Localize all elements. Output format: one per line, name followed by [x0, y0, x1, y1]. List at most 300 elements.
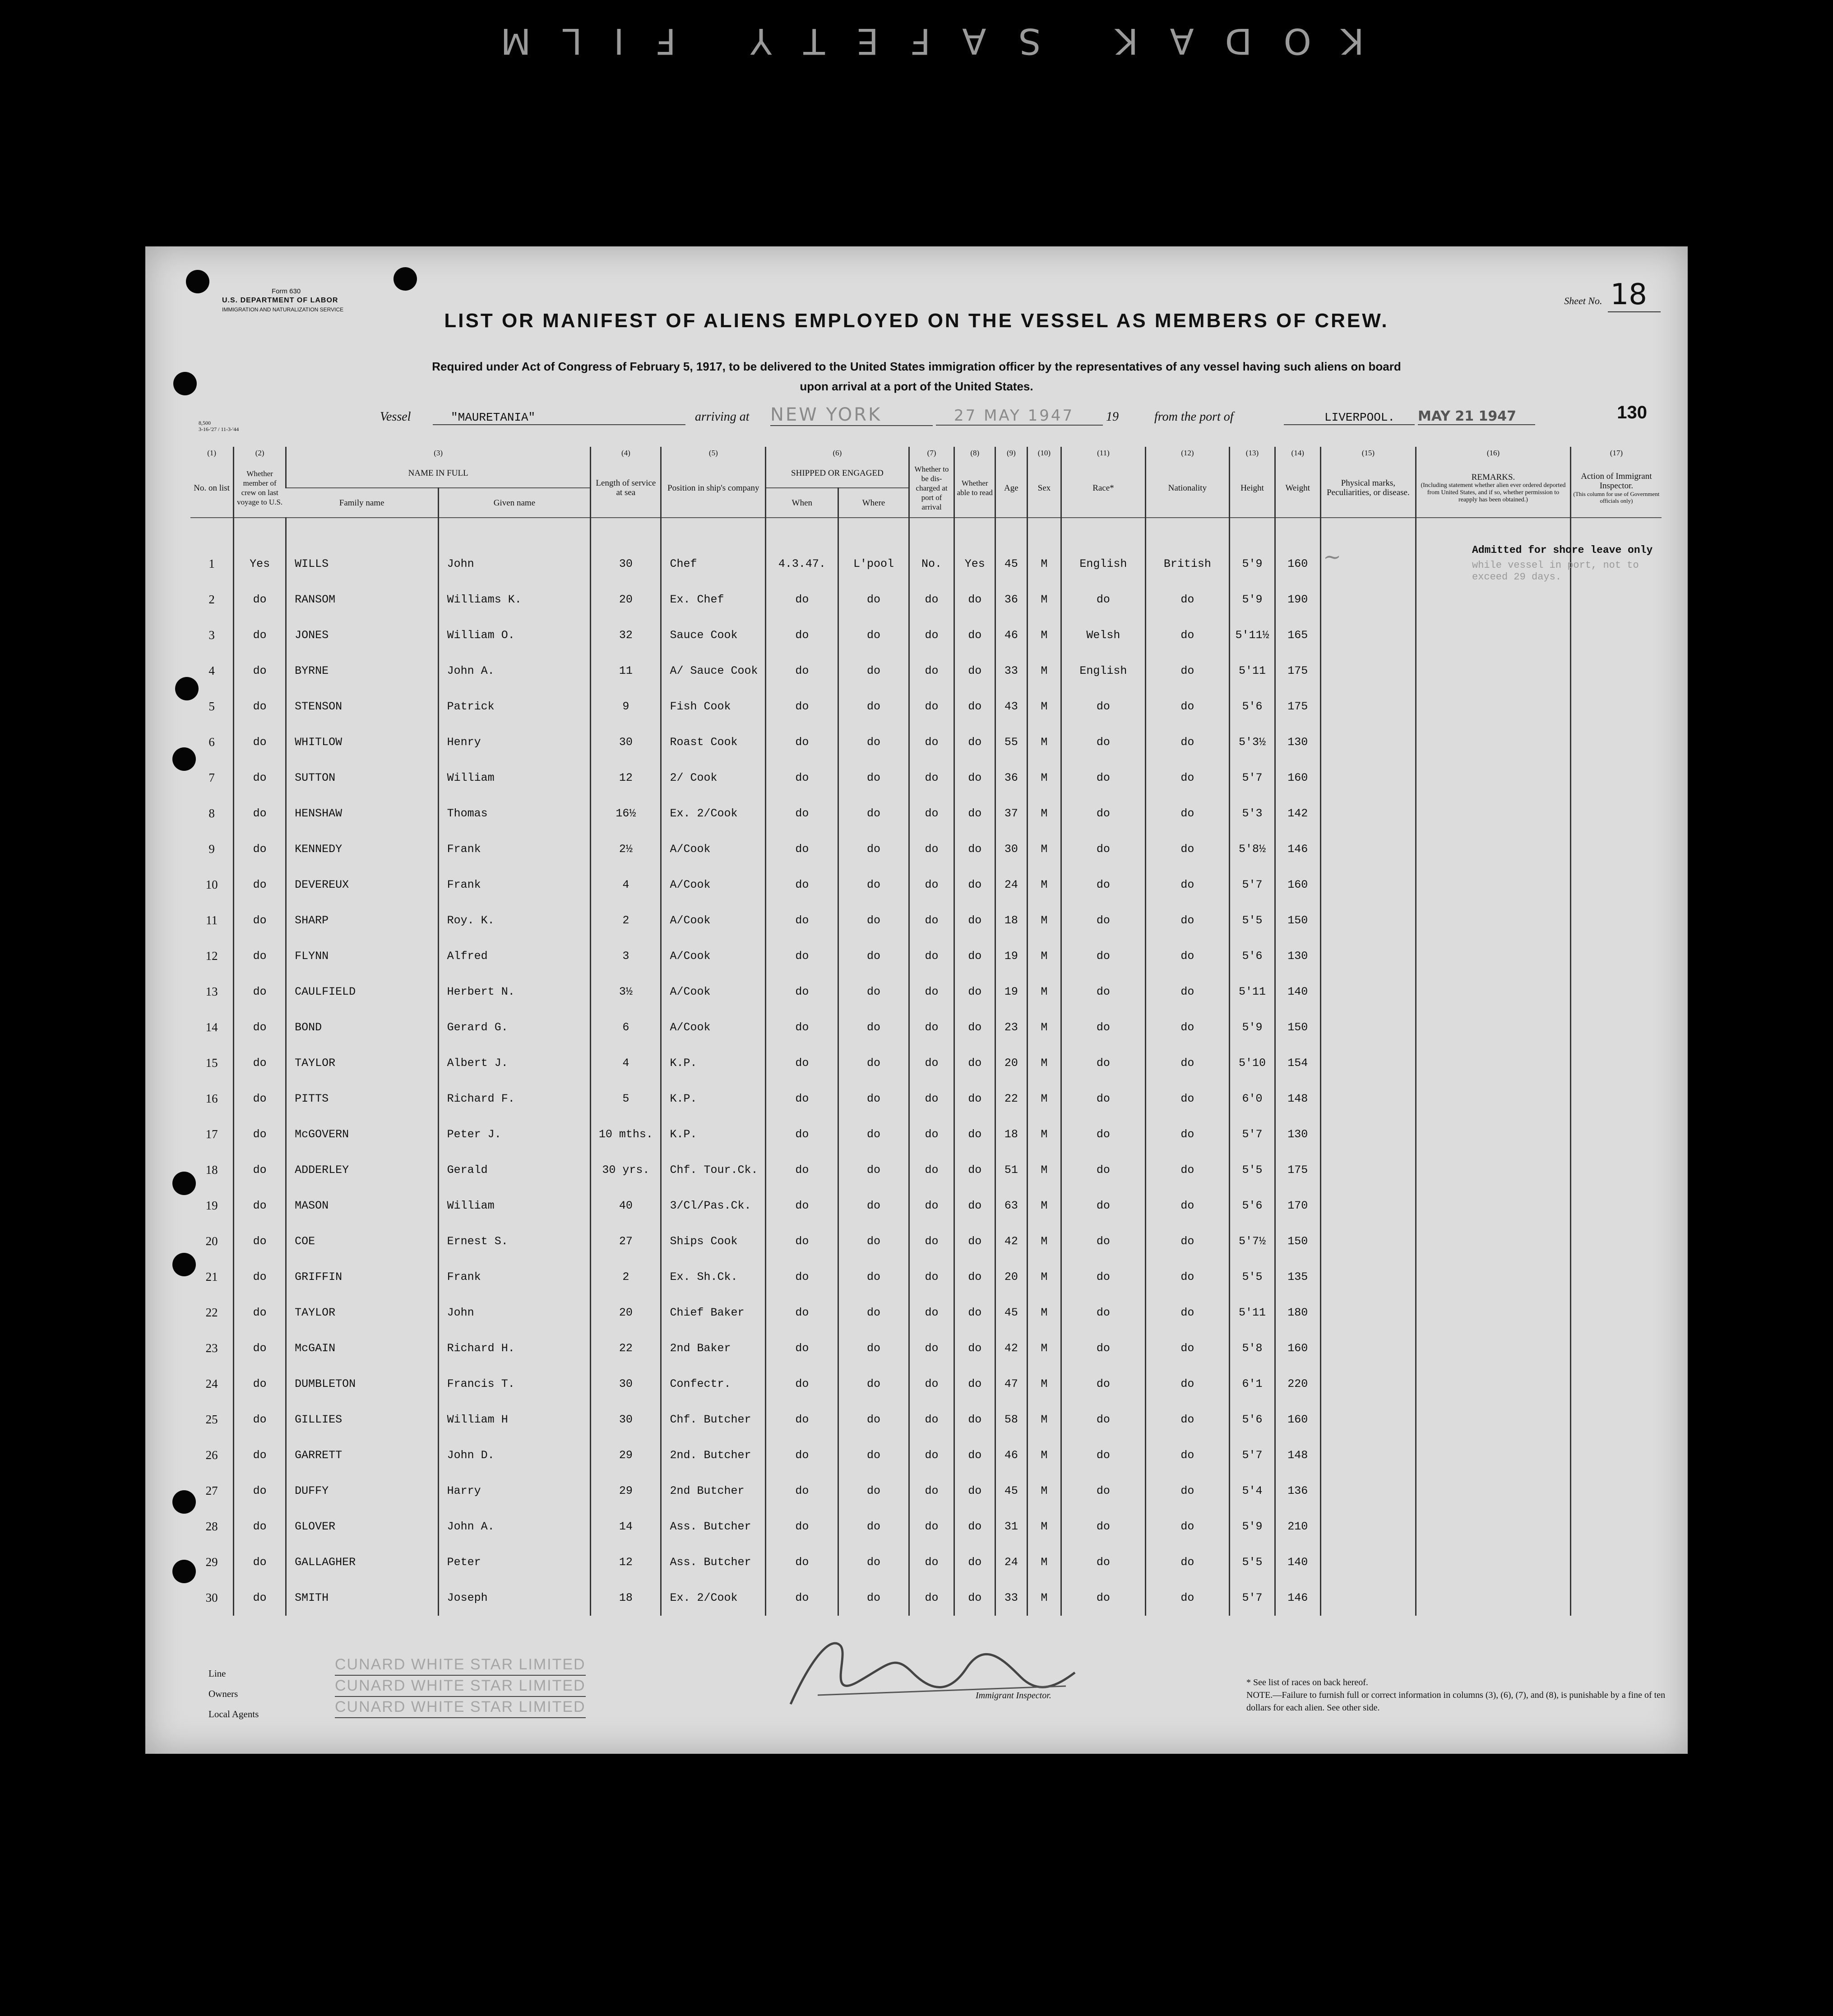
action-cell — [1570, 1045, 1662, 1081]
nationality-cell: do — [1145, 689, 1229, 724]
given-name-cell: Patrick — [438, 689, 591, 724]
crew-member-flag-cell: do — [234, 1330, 286, 1366]
race-cell: do — [1061, 1117, 1145, 1152]
action-cell — [1570, 582, 1662, 617]
nationality-cell: do — [1145, 1473, 1229, 1509]
remarks-cell — [1416, 1437, 1571, 1473]
remarks-cell — [1416, 617, 1571, 653]
row-number-cell: 2 — [208, 593, 215, 606]
action-cell — [1570, 1402, 1662, 1437]
local-agents-label: Local Agents — [208, 1709, 259, 1719]
remarks-cell — [1416, 1295, 1571, 1330]
discharged-cell: do — [909, 653, 954, 689]
subtitle-line-2: upon arrival at a port of the United States. — [800, 380, 1033, 393]
family-name-cell: JONES — [286, 617, 439, 653]
height-cell: 5'11½ — [1230, 617, 1275, 653]
age-cell: 45 — [995, 1295, 1028, 1330]
remarks-cell — [1416, 974, 1571, 1010]
crew-member-flag-cell: do — [234, 1224, 286, 1259]
shipped-when-cell: do — [766, 1010, 838, 1045]
nationality-cell: do — [1145, 1295, 1229, 1330]
nationality-cell: do — [1145, 1509, 1229, 1544]
nationality-cell: do — [1145, 1010, 1229, 1045]
given-name-cell: Peter — [438, 1544, 591, 1580]
remarks-cell — [1416, 831, 1571, 867]
table-row — [190, 1081, 1662, 1117]
family-name-cell: STENSON — [286, 689, 439, 724]
given-name-cell: Herbert N. — [438, 974, 591, 1010]
able-to-read-cell: do — [954, 1152, 995, 1188]
race-cell: do — [1061, 1580, 1145, 1616]
table-row — [190, 546, 1662, 582]
shipped-when-cell: do — [766, 653, 838, 689]
family-name-cell: MASON — [286, 1188, 439, 1224]
row-number-cell: 22 — [205, 1306, 218, 1319]
discharged-cell: do — [909, 974, 954, 1010]
table-row — [190, 1152, 1662, 1188]
age-cell: 37 — [995, 796, 1028, 831]
arrival-date: 27 MAY 1947 — [936, 407, 1103, 426]
table-row — [190, 1259, 1662, 1295]
col-num: (3) — [286, 447, 591, 459]
age-cell: 43 — [995, 689, 1028, 724]
remarks-cell — [1416, 903, 1571, 938]
family-name-cell: KENNEDY — [286, 831, 439, 867]
physical-marks-cell — [1320, 724, 1416, 760]
position-cell: A/Cook — [661, 938, 766, 974]
race-cell: do — [1061, 724, 1145, 760]
header-discharged: Whether to be dis-charged at port of arrival — [909, 459, 954, 518]
nationality-cell: do — [1145, 938, 1229, 974]
sex-cell: M — [1027, 1295, 1061, 1330]
col-num: (5) — [661, 447, 766, 459]
family-name-cell: SHARP — [286, 903, 439, 938]
race-cell: do — [1061, 1295, 1145, 1330]
given-name-cell: Harry — [438, 1473, 591, 1509]
crew-member-flag-cell: do — [234, 1402, 286, 1437]
nationality-cell: do — [1145, 1081, 1229, 1117]
column-header-row — [190, 459, 1662, 488]
sex-cell: M — [1027, 1366, 1061, 1402]
family-name-cell: GALLAGHER — [286, 1544, 439, 1580]
row-number-cell: 19 — [205, 1199, 218, 1212]
age-cell: 46 — [995, 617, 1028, 653]
table-row — [190, 1544, 1662, 1580]
crew-member-flag-cell: do — [234, 831, 286, 867]
action-cell — [1570, 1509, 1662, 1544]
height-cell: 5'7 — [1230, 1580, 1275, 1616]
crew-table — [190, 447, 1662, 1616]
race-cell: do — [1061, 1544, 1145, 1580]
shipped-where-cell: L'pool — [838, 546, 909, 582]
able-to-read-cell: do — [954, 760, 995, 796]
action-cell — [1570, 831, 1662, 867]
action-cell — [1570, 1188, 1662, 1224]
print-code: 8,500 — [199, 420, 211, 426]
nationality-cell: do — [1145, 1117, 1229, 1152]
family-name-cell: FLYNN — [286, 938, 439, 974]
given-name-cell: Joseph — [438, 1580, 591, 1616]
crew-member-flag-cell: do — [234, 938, 286, 974]
sex-cell: M — [1027, 1509, 1061, 1544]
race-cell: do — [1061, 1188, 1145, 1224]
col-num: (12) — [1145, 447, 1229, 459]
action-cell — [1570, 1010, 1662, 1045]
able-to-read-cell: do — [954, 974, 995, 1010]
remarks-cell — [1416, 1580, 1571, 1616]
shipped-when-cell: do — [766, 1509, 838, 1544]
height-cell: 5'6 — [1230, 1402, 1275, 1437]
family-name-cell: GRIFFIN — [286, 1259, 439, 1295]
height-cell: 5'4 — [1230, 1473, 1275, 1509]
col-num: (16) — [1416, 447, 1571, 459]
crew-member-flag-cell: do — [234, 974, 286, 1010]
col-num: (9) — [995, 447, 1028, 459]
header-family-name: Family name — [286, 488, 439, 518]
able-to-read-cell: do — [954, 1580, 995, 1616]
shipped-where-cell: do — [838, 1544, 909, 1580]
print-codes — [199, 420, 239, 432]
crew-member-flag-cell: do — [234, 867, 286, 903]
age-cell: 45 — [995, 546, 1028, 582]
service-name: IMMIGRATION AND NATURALIZATION SERVICE — [222, 306, 344, 313]
crew-member-flag-cell: do — [234, 1437, 286, 1473]
height-cell: 5'6 — [1230, 1188, 1275, 1224]
sex-cell: M — [1027, 1117, 1061, 1152]
table-row — [190, 689, 1662, 724]
weight-cell: 160 — [1275, 760, 1320, 796]
nationality-cell: do — [1145, 617, 1229, 653]
header-action — [1570, 459, 1662, 518]
shipped-when-cell: do — [766, 1152, 838, 1188]
service-length-cell: 20 — [591, 1295, 661, 1330]
service-length-cell: 2 — [591, 1259, 661, 1295]
family-name-cell: CAULFIELD — [286, 974, 439, 1010]
sex-cell: M — [1027, 1544, 1061, 1580]
crew-member-flag-cell: do — [234, 1259, 286, 1295]
race-cell: English — [1061, 653, 1145, 689]
position-cell: K.P. — [661, 1045, 766, 1081]
remarks-faint-line: exceed 29 days. — [1472, 571, 1562, 583]
service-length-cell: 14 — [591, 1509, 661, 1544]
action-cell — [1570, 1437, 1662, 1473]
given-name-cell: John — [438, 1295, 591, 1330]
able-to-read-cell: do — [954, 1473, 995, 1509]
race-cell: do — [1061, 1402, 1145, 1437]
service-length-cell: 6 — [591, 1010, 661, 1045]
shipped-when-cell: do — [766, 617, 838, 653]
action-cell — [1570, 1081, 1662, 1117]
col-num: (4) — [591, 447, 661, 459]
shipped-where-cell: do — [838, 1437, 909, 1473]
age-cell: 36 — [995, 760, 1028, 796]
position-cell: Fish Cook — [661, 689, 766, 724]
sex-cell: M — [1027, 867, 1061, 903]
race-cell: English — [1061, 546, 1145, 582]
weight-cell: 180 — [1275, 1295, 1320, 1330]
action-note: (This column for use of Government officials only) — [1573, 491, 1660, 504]
crew-member-flag-cell: do — [234, 1045, 286, 1081]
shipped-when-cell: do — [766, 1259, 838, 1295]
remarks-cell — [1416, 1402, 1571, 1437]
sex-cell: M — [1027, 1081, 1061, 1117]
crew-member-flag-cell: do — [234, 1366, 286, 1402]
sex-cell: M — [1027, 1010, 1061, 1045]
sex-cell: M — [1027, 617, 1061, 653]
discharged-cell: do — [909, 1580, 954, 1616]
inspector-label: Immigrant Inspector. — [976, 1691, 1051, 1701]
race-cell: do — [1061, 1152, 1145, 1188]
service-length-cell: 5 — [591, 1081, 661, 1117]
physical-marks-cell — [1320, 1081, 1416, 1117]
header-position: Position in ship's company — [661, 459, 766, 518]
action-cell — [1570, 974, 1662, 1010]
height-cell: 5'7 — [1230, 1437, 1275, 1473]
table-row — [190, 582, 1662, 617]
physical-marks-cell — [1320, 653, 1416, 689]
remarks-cell — [1416, 1188, 1571, 1224]
weight-cell: 150 — [1275, 903, 1320, 938]
able-to-read-cell: do — [954, 1045, 995, 1081]
service-length-cell: 32 — [591, 617, 661, 653]
header-where: Where — [838, 488, 909, 518]
age-cell: 31 — [995, 1509, 1028, 1544]
race-cell: do — [1061, 582, 1145, 617]
position-cell: A/Cook — [661, 1010, 766, 1045]
weight-cell: 210 — [1275, 1509, 1320, 1544]
height-cell: 5'7 — [1230, 867, 1275, 903]
remarks-cell — [1416, 1366, 1571, 1402]
remarks-cell — [1416, 1152, 1571, 1188]
given-name-cell: Peter J. — [438, 1117, 591, 1152]
family-name-cell: WHITLOW — [286, 724, 439, 760]
weight-cell: 150 — [1275, 1010, 1320, 1045]
action-cell — [1570, 1295, 1662, 1330]
crew-member-flag-cell: do — [234, 1188, 286, 1224]
height-cell: 5'9 — [1230, 1509, 1275, 1544]
given-name-cell: Albert J. — [438, 1045, 591, 1081]
given-name-cell: Richard H. — [438, 1330, 591, 1366]
age-cell: 33 — [995, 1580, 1028, 1616]
position-cell: Ass. Butcher — [661, 1509, 766, 1544]
print-code: 3-16-'27 / 11-3-'44 — [199, 426, 239, 432]
family-name-cell: BYRNE — [286, 653, 439, 689]
weight-cell: 146 — [1275, 831, 1320, 867]
shipped-when-cell: do — [766, 1473, 838, 1509]
able-to-read-cell: Yes — [954, 546, 995, 582]
table-row — [190, 903, 1662, 938]
discharged-cell: do — [909, 1330, 954, 1366]
table-row — [190, 831, 1662, 867]
weight-cell: 148 — [1275, 1437, 1320, 1473]
discharged-cell: do — [909, 867, 954, 903]
shipped-when-cell: do — [766, 1544, 838, 1580]
able-to-read-cell: do — [954, 1402, 995, 1437]
age-cell: 20 — [995, 1259, 1028, 1295]
nationality-cell: do — [1145, 1437, 1229, 1473]
given-name-cell: Gerald — [438, 1152, 591, 1188]
position-cell: Chief Baker — [661, 1295, 766, 1330]
discharged-cell: do — [909, 1366, 954, 1402]
owners-label: Owners — [208, 1688, 238, 1699]
shipped-where-cell: do — [838, 689, 909, 724]
service-length-cell: 4 — [591, 867, 661, 903]
given-name-cell: Francis T. — [438, 1366, 591, 1402]
service-length-cell: 12 — [591, 760, 661, 796]
height-cell: 5'6 — [1230, 689, 1275, 724]
shipped-where-cell: do — [838, 1081, 909, 1117]
weight-cell: 154 — [1275, 1045, 1320, 1081]
shipped-when-cell: do — [766, 974, 838, 1010]
weight-cell: 146 — [1275, 1580, 1320, 1616]
physical-marks-cell — [1320, 1366, 1416, 1402]
family-name-cell: COE — [286, 1224, 439, 1259]
nationality-cell: do — [1145, 796, 1229, 831]
col-num: (17) — [1570, 447, 1662, 459]
remarks-cell — [1416, 1117, 1571, 1152]
crew-member-flag-cell: do — [234, 903, 286, 938]
weight-cell: 140 — [1275, 1544, 1320, 1580]
crew-member-flag-cell: do — [234, 617, 286, 653]
sex-cell: M — [1027, 796, 1061, 831]
nationality-cell: do — [1145, 1580, 1229, 1616]
company-stamp: CUNARD WHITE STAR LIMITED — [335, 1655, 586, 1676]
line-label: Line — [208, 1668, 226, 1679]
sex-cell: M — [1027, 1473, 1061, 1509]
physical-marks-cell — [1320, 617, 1416, 653]
shipped-where-cell: do — [838, 1402, 909, 1437]
action-cell — [1570, 1330, 1662, 1366]
action-cell — [1570, 903, 1662, 938]
age-cell: 36 — [995, 582, 1028, 617]
nationality-cell: British — [1145, 546, 1229, 582]
given-name-cell: Roy. K. — [438, 903, 591, 938]
physical-marks-cell — [1320, 938, 1416, 974]
position-cell: A/ Sauce Cook — [661, 653, 766, 689]
nationality-cell: do — [1145, 1045, 1229, 1081]
discharged-cell: do — [909, 1402, 954, 1437]
weight-cell: 160 — [1275, 1402, 1320, 1437]
able-to-read-cell: do — [954, 1081, 995, 1117]
height-cell: 5'5 — [1230, 903, 1275, 938]
family-name-cell: SUTTON — [286, 760, 439, 796]
physical-marks-handwriting: ~ — [1323, 544, 1342, 570]
col-num: (11) — [1061, 447, 1145, 459]
height-cell: 5'7 — [1230, 760, 1275, 796]
action-cell — [1570, 617, 1662, 653]
shipped-when-cell: do — [766, 1580, 838, 1616]
sex-cell: M — [1027, 760, 1061, 796]
header-weight: Weight — [1275, 459, 1320, 518]
position-cell: 2nd. Butcher — [661, 1437, 766, 1473]
row-number-cell: 3 — [208, 628, 215, 642]
position-cell: K.P. — [661, 1117, 766, 1152]
remarks-note: (Including statement whether alien ever ordered deported from United States, and if so, whether permission to reapply has been obtained.) — [1421, 482, 1566, 503]
sex-cell: M — [1027, 831, 1061, 867]
table-row — [190, 796, 1662, 831]
remarks-cell — [1416, 653, 1571, 689]
shipped-where-cell: do — [838, 582, 909, 617]
row-number-cell: 15 — [205, 1056, 218, 1070]
age-cell: 63 — [995, 1188, 1028, 1224]
department-name: U.S. DEPARTMENT OF LABOR — [222, 297, 338, 304]
physical-marks-cell — [1320, 1580, 1416, 1616]
discharged-cell: do — [909, 1188, 954, 1224]
physical-marks-cell — [1320, 1330, 1416, 1366]
company-stamp: CUNARD WHITE STAR LIMITED — [335, 1676, 586, 1697]
discharged-cell: do — [909, 938, 954, 974]
shipped-when-cell: do — [766, 724, 838, 760]
race-cell: do — [1061, 1330, 1145, 1366]
discharged-cell: do — [909, 1544, 954, 1580]
remarks-cell — [1416, 1330, 1571, 1366]
remarks-cell — [1416, 1259, 1571, 1295]
shipped-when-cell: do — [766, 1366, 838, 1402]
service-length-cell: 3 — [591, 938, 661, 974]
discharged-cell: do — [909, 1473, 954, 1509]
discharged-cell: do — [909, 1117, 954, 1152]
given-name-cell: William — [438, 760, 591, 796]
able-to-read-cell: do — [954, 1224, 995, 1259]
race-cell: do — [1061, 1473, 1145, 1509]
crew-member-flag-cell: do — [234, 1081, 286, 1117]
height-cell: 5'5 — [1230, 1544, 1275, 1580]
shipped-where-cell: do — [838, 1330, 909, 1366]
given-name-cell: John — [438, 546, 591, 582]
col-num: (7) — [909, 447, 954, 459]
sex-cell: M — [1027, 1224, 1061, 1259]
service-length-cell: 30 — [591, 1366, 661, 1402]
row-number-cell: 30 — [205, 1591, 218, 1604]
physical-marks-cell — [1320, 1117, 1416, 1152]
manifest-sheet — [145, 246, 1688, 1754]
crew-member-flag-cell: do — [234, 1473, 286, 1509]
action-cell — [1570, 760, 1662, 796]
discharged-cell: do — [909, 1010, 954, 1045]
col-num: (6) — [766, 447, 909, 459]
family-name-cell: WILLS — [286, 546, 439, 582]
company-stamps — [335, 1655, 586, 1718]
row-number-cell: 27 — [205, 1484, 218, 1497]
physical-marks-cell — [1320, 1259, 1416, 1295]
given-name-cell: Richard F. — [438, 1081, 591, 1117]
nationality-cell: do — [1145, 831, 1229, 867]
year-prefix: 19 — [1106, 410, 1119, 424]
action-cell — [1570, 1580, 1662, 1616]
row-number-cell: 20 — [205, 1234, 218, 1248]
able-to-read-cell: do — [954, 582, 995, 617]
sex-cell: M — [1027, 1330, 1061, 1366]
race-cell: do — [1061, 1010, 1145, 1045]
vessel-label: Vessel — [380, 410, 411, 424]
col-num: (10) — [1027, 447, 1061, 459]
service-length-cell: 2½ — [591, 831, 661, 867]
discharged-cell: No. — [909, 546, 954, 582]
shipped-where-cell: do — [838, 974, 909, 1010]
position-cell: Chf. Tour.Ck. — [661, 1152, 766, 1188]
age-cell: 20 — [995, 1045, 1028, 1081]
able-to-read-cell: do — [954, 1188, 995, 1224]
age-cell: 42 — [995, 1224, 1028, 1259]
crew-member-flag-cell: do — [234, 1010, 286, 1045]
service-length-cell: 30 — [591, 1402, 661, 1437]
shipped-where-cell: do — [838, 831, 909, 867]
discharged-cell: do — [909, 617, 954, 653]
race-cell: do — [1061, 796, 1145, 831]
able-to-read-cell: do — [954, 617, 995, 653]
service-length-cell: 3½ — [591, 974, 661, 1010]
row-number-cell: 25 — [205, 1413, 218, 1426]
